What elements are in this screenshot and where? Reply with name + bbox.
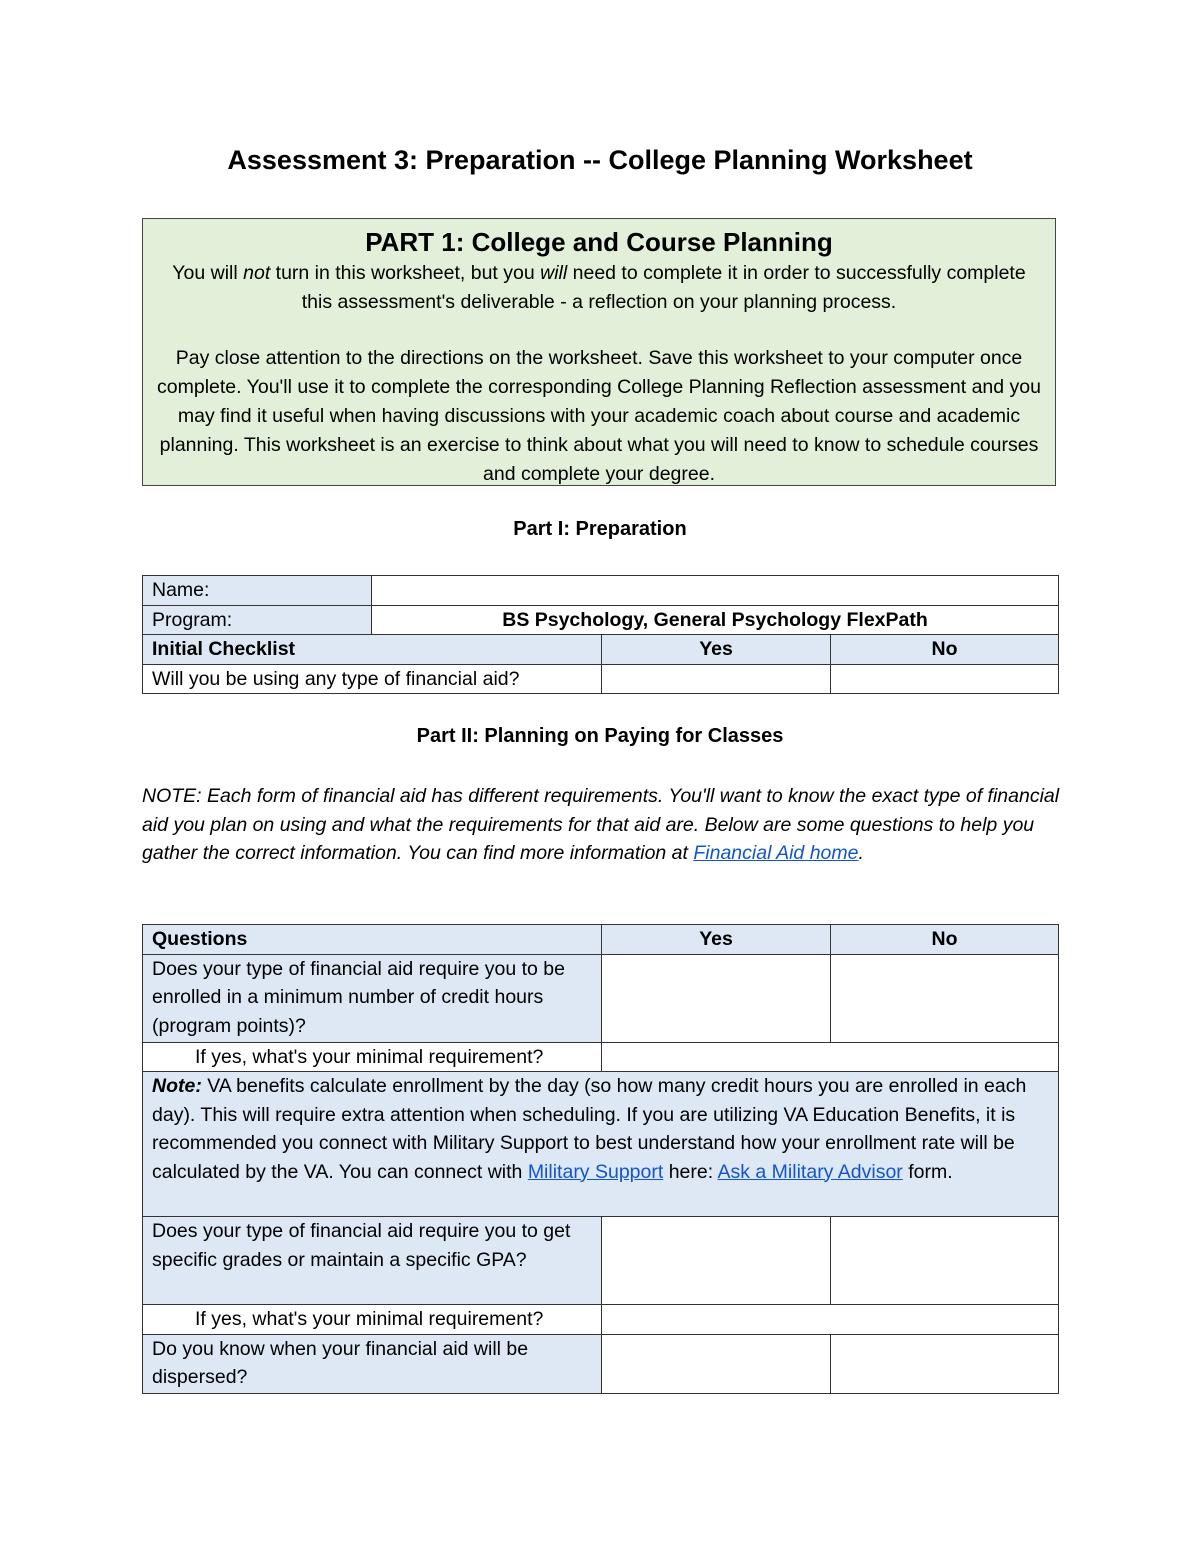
grades-gpa-yes-cell[interactable]	[602, 1217, 831, 1305]
program-label: Program:	[143, 605, 372, 635]
document-title: Assessment 3: Preparation -- College Planning Worksheet	[227, 145, 973, 175]
part-i-heading: Part I: Preparation	[513, 518, 687, 540]
grades-gpa-followup: If yes, what's your minimal requirement?	[143, 1305, 602, 1335]
financial-aid-note: NOTE: Each form of financial aid has different requirements. You'll want to know the exact type of financial aid you plan on using and what the requirements for that aid are. Below are some questions to help you gather the correct information. You can find more information at Financial Aid home.	[142, 785, 1060, 864]
initial-checklist-header: Initial Checklist	[143, 635, 602, 665]
ask-military-advisor-link[interactable]: Ask a Military Advisor	[717, 1160, 903, 1183]
no-header: No	[831, 635, 1059, 665]
va-benefits-note: Note: VA benefits calculate enrollment by the day (so how many credit hours you are enrolled in each day). This will require extra attention when scheduling. If you are utilizing VA Education Benefits, it is recommended you connect with Military Support to best understand how your enrollment rate will be calculated by the VA. You can connect with Military Support here: Ask a Military Advisor form.	[143, 1072, 1059, 1217]
disbursement-no-cell[interactable]	[831, 1334, 1059, 1393]
questions-yes-header: Yes	[602, 925, 831, 955]
preparation-table	[142, 575, 1059, 694]
part1-directions-paragraph: Pay close attention to the directions on the worksheet. Save this worksheet to your computer once complete. You'll use it to complete the corresponding College Planning Reflection assessment and you may find it useful when having discussions with your academic coach about course and academic planning. This worksheet is an exercise to think about what you will need to know to schedule courses and complete your degree.	[157, 347, 1041, 485]
financial-aid-home-link[interactable]: Financial Aid home	[693, 842, 859, 864]
part1-intro-paragraph: You will not turn in this worksheet, but you will need to complete it in order to successfully complete this assessment's deliverable - a reflection on your planning process.	[172, 262, 1026, 313]
credit-hours-no-cell[interactable]	[831, 954, 1059, 1042]
part1-instructions-box	[142, 218, 1056, 486]
disbursement-question: Do you know when your financial aid will be dispersed?	[143, 1334, 602, 1393]
part1-heading: PART 1: College and Course Planning	[365, 227, 833, 257]
disbursement-yes-cell[interactable]	[602, 1334, 831, 1393]
questions-no-header: No	[831, 925, 1059, 955]
financial-aid-question: Will you be using any type of financial aid?	[143, 664, 602, 694]
credit-hours-followup: If yes, what's your minimal requirement?	[143, 1042, 602, 1072]
financial-aid-yes-cell[interactable]	[602, 664, 831, 694]
credit-hours-yes-cell[interactable]	[602, 954, 831, 1042]
credit-hours-requirement-field[interactable]	[602, 1042, 1059, 1072]
grades-gpa-question: Does your type of financial aid require you to get specific grades or maintain a specific GPA?	[143, 1217, 602, 1305]
questions-header: Questions	[143, 925, 602, 955]
yes-header: Yes	[602, 635, 831, 665]
military-support-link[interactable]: Military Support	[527, 1160, 664, 1183]
financial-aid-questions-table	[142, 924, 1059, 1394]
program-value: BS Psychology, General Psychology FlexPath	[372, 605, 1059, 635]
grades-gpa-no-cell[interactable]	[831, 1217, 1059, 1305]
grades-gpa-requirement-field[interactable]	[602, 1305, 1059, 1335]
credit-hours-question: Does your type of financial aid require you to be enrolled in a minimum number of credit hours (program points)?	[143, 954, 602, 1042]
financial-aid-no-cell[interactable]	[831, 664, 1059, 694]
name-label: Name:	[143, 576, 372, 606]
part-ii-heading: Part II: Planning on Paying for Classes	[416, 725, 784, 747]
name-field[interactable]	[372, 576, 1059, 606]
